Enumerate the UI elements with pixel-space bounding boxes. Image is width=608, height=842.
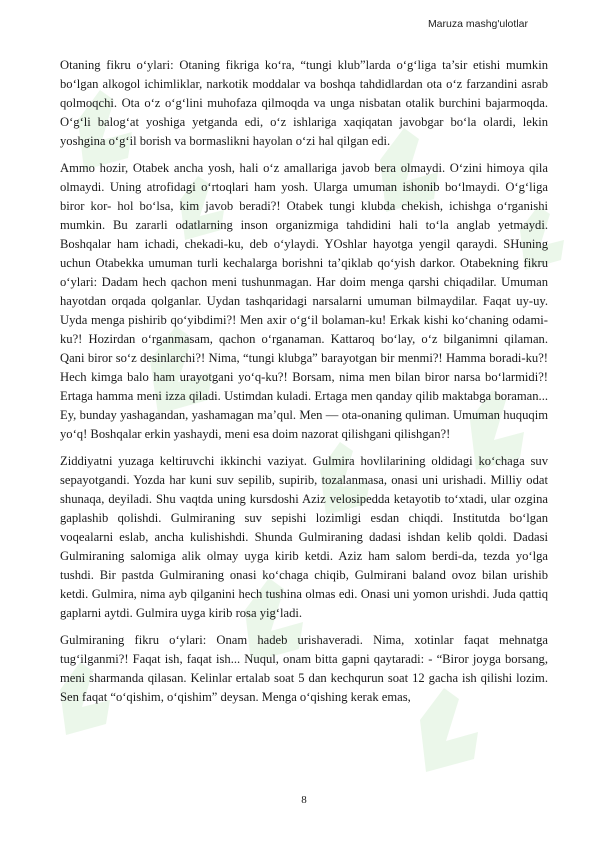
paragraph-father-thoughts: Otaning fikru o‘ylari: Otaning fikriga ko‘ra, “tungi klub”larda o‘g‘liga ta’sir etishi mumkin bo‘lgan alkogol ichimliklar, narkotik moddalar va boshqa tahdidlardan ota o‘z farzandini asrab qolmoqchi. Ota o‘z o‘g‘lini muhofaza qilmoqda va unga nisbatan otalik burchini bajarmoqda. O‘g‘li balog‘at yoshiga yetganda edi, o‘z ishlariga xaqiqatan javobgar bo‘la olardi, lekin yoshgina o‘g‘il borish va bormaslikni hayolan o‘zi hal qilgan edi. <box>60 58 548 148</box>
page-header-title: Maruza mashg'ulotlar <box>427 18 528 30</box>
paragraph-otabek-thoughts: Ammo hozir, Otabek ancha yosh, hali o‘z amallariga javob bera olmaydi. O‘zini himoya qila olmaydi. Uning atrofidagi o‘rtoqlari ham yosh. Ularga umuman ishonib bo‘lmaydi. O‘g‘liga biror kor- hol bo‘lsa, kim javob beradi?! Otabek tungi klubda chekish, ichishga o‘rganishi mumkin. Bu zararli odatlarning inson organizmiga tahdidini hali to‘la anglab yetmaydi. Boshqalar ham ichadi, chekadi-ku, deb o‘ylaydi. YOshlar hayotga yengil qaraydi. SHuning uchun Otabekka umuman turli kechalarga borishni ta’qiklab qo‘yish darkor. Otabekning fikru o‘ylari: Dadam hech qachon meni tushunmagan. Har doim menga qarshi chiqadilar. Umuman hayotdan orqada qolganlar. Uydan tashqaridagi narsalarni umuman bilmaydilar. Faqat uy-uy. Uyda menga pishirib qo‘yibdimi?! Men axir o‘g‘il bolaman-ku! Erkak kishi ko‘chaning odami-ku?! Hozirdan o‘rganmasam, qachon o‘rganaman. Kattaroq bo‘lay, o‘z bilganimni qilaman. Qani biror so‘z desinlarchi?! Nima, “tungi klubga” barayotgan bir menmi?! Hamma boradi-ku?! Hech kimga balo ham urayotgani yo‘q-ku?! Borsam, nima men bilan biror narsa bo‘larmidi?! Ertaga hamma meni izza qiladi. Ustimdan kuladi. Ertaga men qanday qilib maktabga boraman... Ey, bunday yashagandan, yashamagan ma’qul. Men — ota-onaning quliman. Umuman huquqim yo‘q! Boshqalar erkin yashaydi, meni esa doim nazorat qilishgani qilishgan?! <box>60 161 548 441</box>
paragraph-gulmira-thoughts: Gulmiraning fikru o‘ylari: Onam hadeb urishaveradi. Nima, xotinlar faqat mehnatga tug‘ilganmi?! Faqat ish, faqat ish... Nuqul, onam bitta gapni qaytaradi: - “Biror joyga borsang, meni sharmanda qilasan. Kelinlar ertalab soat 5 dan kechqurun soat 12 gacha ish qilishi lozim. Sen faqat “o‘qishim, o‘qishim” deysan. Menga o‘qishing kerak emas, <box>60 633 548 704</box>
paragraph-second-situation: Ziddiyatni yuzaga keltiruvchi ikkinchi vaziyat. Gulmira hovlilarining oldidagi ko‘chaga suv sepayotgandi. Yozda har kuni suv sepilib, supirib, tozalanmasa, onasi uni urishadi. Milliy odat shunaqa, deyiladi. Shu vaqtda uning kursdoshi Aziz velosipedda ketayotib to‘xtadi, ular ozgina gaplashib qolishdi. Gulmiraning suv sepishi lozimligi esdan chiqdi. Institutda bo‘lgan voqealarni eslab, ancha kulishishdi. Shunda Gulmiraning dadasi ishdan kelib qoldi. Dadasi Gulmiraning salomiga alik olmay uyga kirib ketdi. Aziz ham salom berdi-da, tezda yo‘lga tushdi. Bir pastda Gulmiraning onasi ko‘chaga chiqib, Gulmirani baland ovoz bilan urishib ketdi. Gulmira, nima ayb qilganini hech tushina olmas edi. Onasi uni yomon urishdi. Juda qattiq gaplarni aytdi. Gulmira uyga kirib rosa yig‘ladi. <box>60 454 548 620</box>
document-body <box>60 56 548 715</box>
page-number: 8 <box>301 794 307 806</box>
